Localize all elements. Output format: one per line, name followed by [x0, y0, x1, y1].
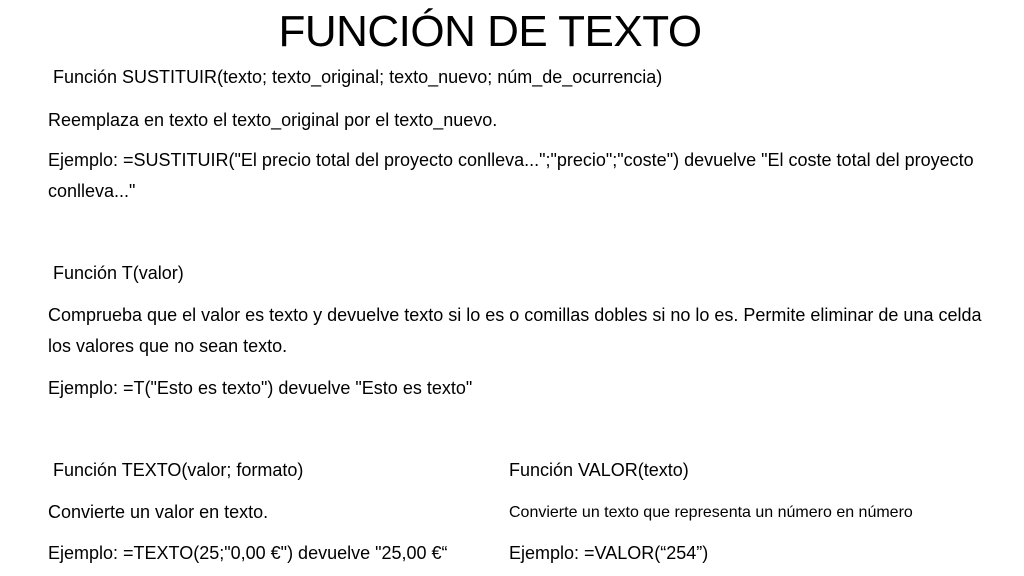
valor-description: Convierte un texto que representa un número en número: [509, 504, 913, 521]
t-heading: Función T(valor): [53, 263, 184, 283]
texto-heading: Función TEXTO(valor; formato): [53, 460, 304, 480]
texto-example: Ejemplo: =TEXTO(25;"0,00 €") devuelve "25,00 €“: [48, 543, 448, 563]
valor-heading: Función VALOR(texto): [509, 460, 689, 480]
sustituir-example: Ejemplo: =SUSTITUIR("El precio total del proyecto conlleva...";"precio";"coste") devuelve "El coste total del proyecto conlleva...": [48, 150, 974, 201]
sustituir-heading: Función SUSTITUIR(texto; texto_original; texto_nuevo; núm_de_ocurrencia): [53, 67, 663, 87]
slide-title: FUNCIÓN DE TEXTO: [278, 7, 702, 56]
t-example: Ejemplo: =T("Esto es texto") devuelve "Esto es texto": [48, 378, 473, 398]
texto-description: Convierte un valor en texto.: [48, 502, 269, 522]
valor-example: Ejemplo: =VALOR(“254”): [509, 543, 709, 563]
sustituir-description: Reemplaza en texto el texto_original por el texto_nuevo.: [48, 110, 498, 130]
t-description: Comprueba que el valor es texto y devuelve texto si lo es o comillas dobles si no lo es. Permite eliminar de una celda los valores que no sean texto.: [48, 305, 982, 356]
